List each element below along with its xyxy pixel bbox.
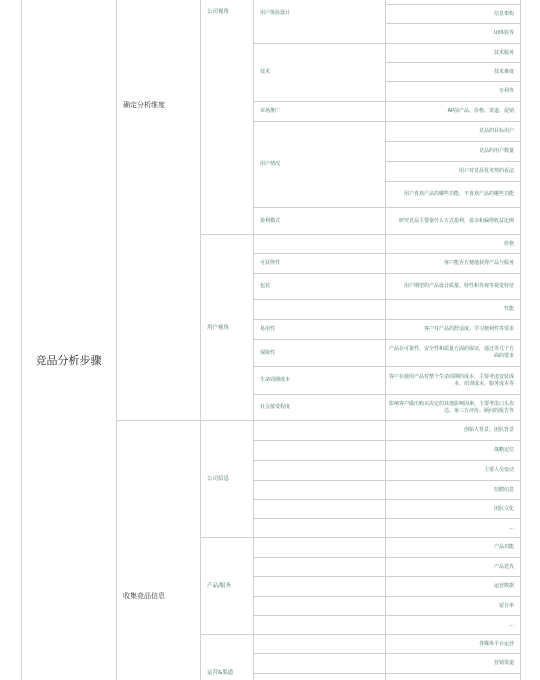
col-divider-1: [21, 0, 22, 680]
section1-g2-label: 用户视角: [207, 325, 230, 331]
section2-g3-label: 运营&渠道: [207, 670, 234, 676]
sub-ellipsis-2: ...: [509, 621, 514, 628]
sub-ops-data: 运营数据: [493, 583, 514, 589]
item-availability: 可获得性: [260, 260, 281, 266]
sub-patent: 专利等: [498, 88, 514, 94]
sub-assurance: 产品在可靠性、安全性和质量方面的保证，通过等几个方面的要求: [388, 346, 514, 359]
sub-performance: 性能: [503, 306, 514, 312]
sub-user-opinion: 用户对竞品优劣势的看法: [458, 168, 514, 174]
item-social-acceptance: 社会接受程度: [260, 404, 291, 410]
sub-recruit: 招聘信息: [493, 486, 514, 493]
sub-retention: 留存率: [498, 602, 514, 609]
item-lifecycle-cost: 生命周期成本: [260, 377, 291, 383]
row-line: [253, 673, 520, 674]
sub-packaging: 用户期望的产品设计质量、特性和外观等视觉特征: [403, 283, 514, 289]
item-usability: 易用性: [260, 326, 276, 332]
sub-marketing-channel: 营销渠道: [493, 660, 514, 666]
item-assurance: 保障性: [260, 349, 276, 356]
sub-target-user: 竞品的目标用户: [478, 128, 514, 134]
section1-g1-label: 公司视角: [207, 9, 230, 15]
sub-availability: 客户能否方便地获得产品与服务: [443, 260, 514, 266]
sub-lifecycle-cost: 客户在使用产品对整个生命周期的成本，主要考虑安装成本、培训成本、服务成本等: [388, 373, 514, 387]
section2-g1-label: 公司信息: [207, 476, 230, 482]
row-line: [385, 4, 520, 5]
sub-4p: AP前产品、价格、渠道、促销: [447, 108, 514, 114]
sub-user-count: 竞品的用户数量: [478, 148, 514, 154]
sub-price: 价格: [503, 240, 514, 247]
sub-tech-difficulty: 技术难度: [493, 68, 514, 75]
sub-features: 产品功能: [493, 544, 514, 550]
section2-label: 收集竞品信息: [123, 592, 165, 600]
item-marketing: 市场推广: [260, 108, 281, 114]
sub-info-arch: 信息架构: [493, 10, 514, 17]
sub-media-ops: 各媒体平台运营: [478, 640, 514, 647]
sub-culture: 团队文化: [493, 505, 514, 512]
sub-profit: 研究竞品主要靠什么方式盈利，盈余和偏得收益比例: [398, 217, 514, 224]
sub-ellipsis-1: ...: [509, 524, 514, 531]
item-tech: 技术: [260, 68, 271, 75]
item-profit-model: 盈利模式: [260, 217, 281, 224]
sub-user-like: 用户喜欢产品的哪些功能，不喜欢产品的哪些功能: [403, 191, 514, 197]
item-user-status: 用户情况: [260, 160, 281, 167]
root-title: 竞品分析步骤: [35, 354, 102, 367]
section2-g2-label: 产品/服务: [207, 583, 231, 589]
section1-label: 确定分析维度: [123, 101, 165, 109]
sub-iteration: 产品迭代: [493, 563, 514, 570]
item-packaging: 包装: [260, 283, 271, 289]
sub-social-acceptance: 影响客户做出购买决定的其他影响因素，主要考虑口头表达、第三方评价、顾问的报告等: [388, 400, 514, 414]
sub-ui: UI体验等: [493, 29, 514, 36]
sub-personnel: 主要人员变动: [483, 467, 514, 473]
item-ux-design: 用户体验设计: [260, 9, 291, 16]
sub-founder: 创始人背景、团队背景: [463, 427, 514, 433]
sub-usability: 客户对产品的舒适度、学习便利性等要求: [423, 326, 514, 332]
sub-strategy: 战略定位: [493, 447, 514, 453]
col-divider-6: [520, 0, 521, 680]
sub-tech-service: 技术服务: [493, 49, 514, 56]
